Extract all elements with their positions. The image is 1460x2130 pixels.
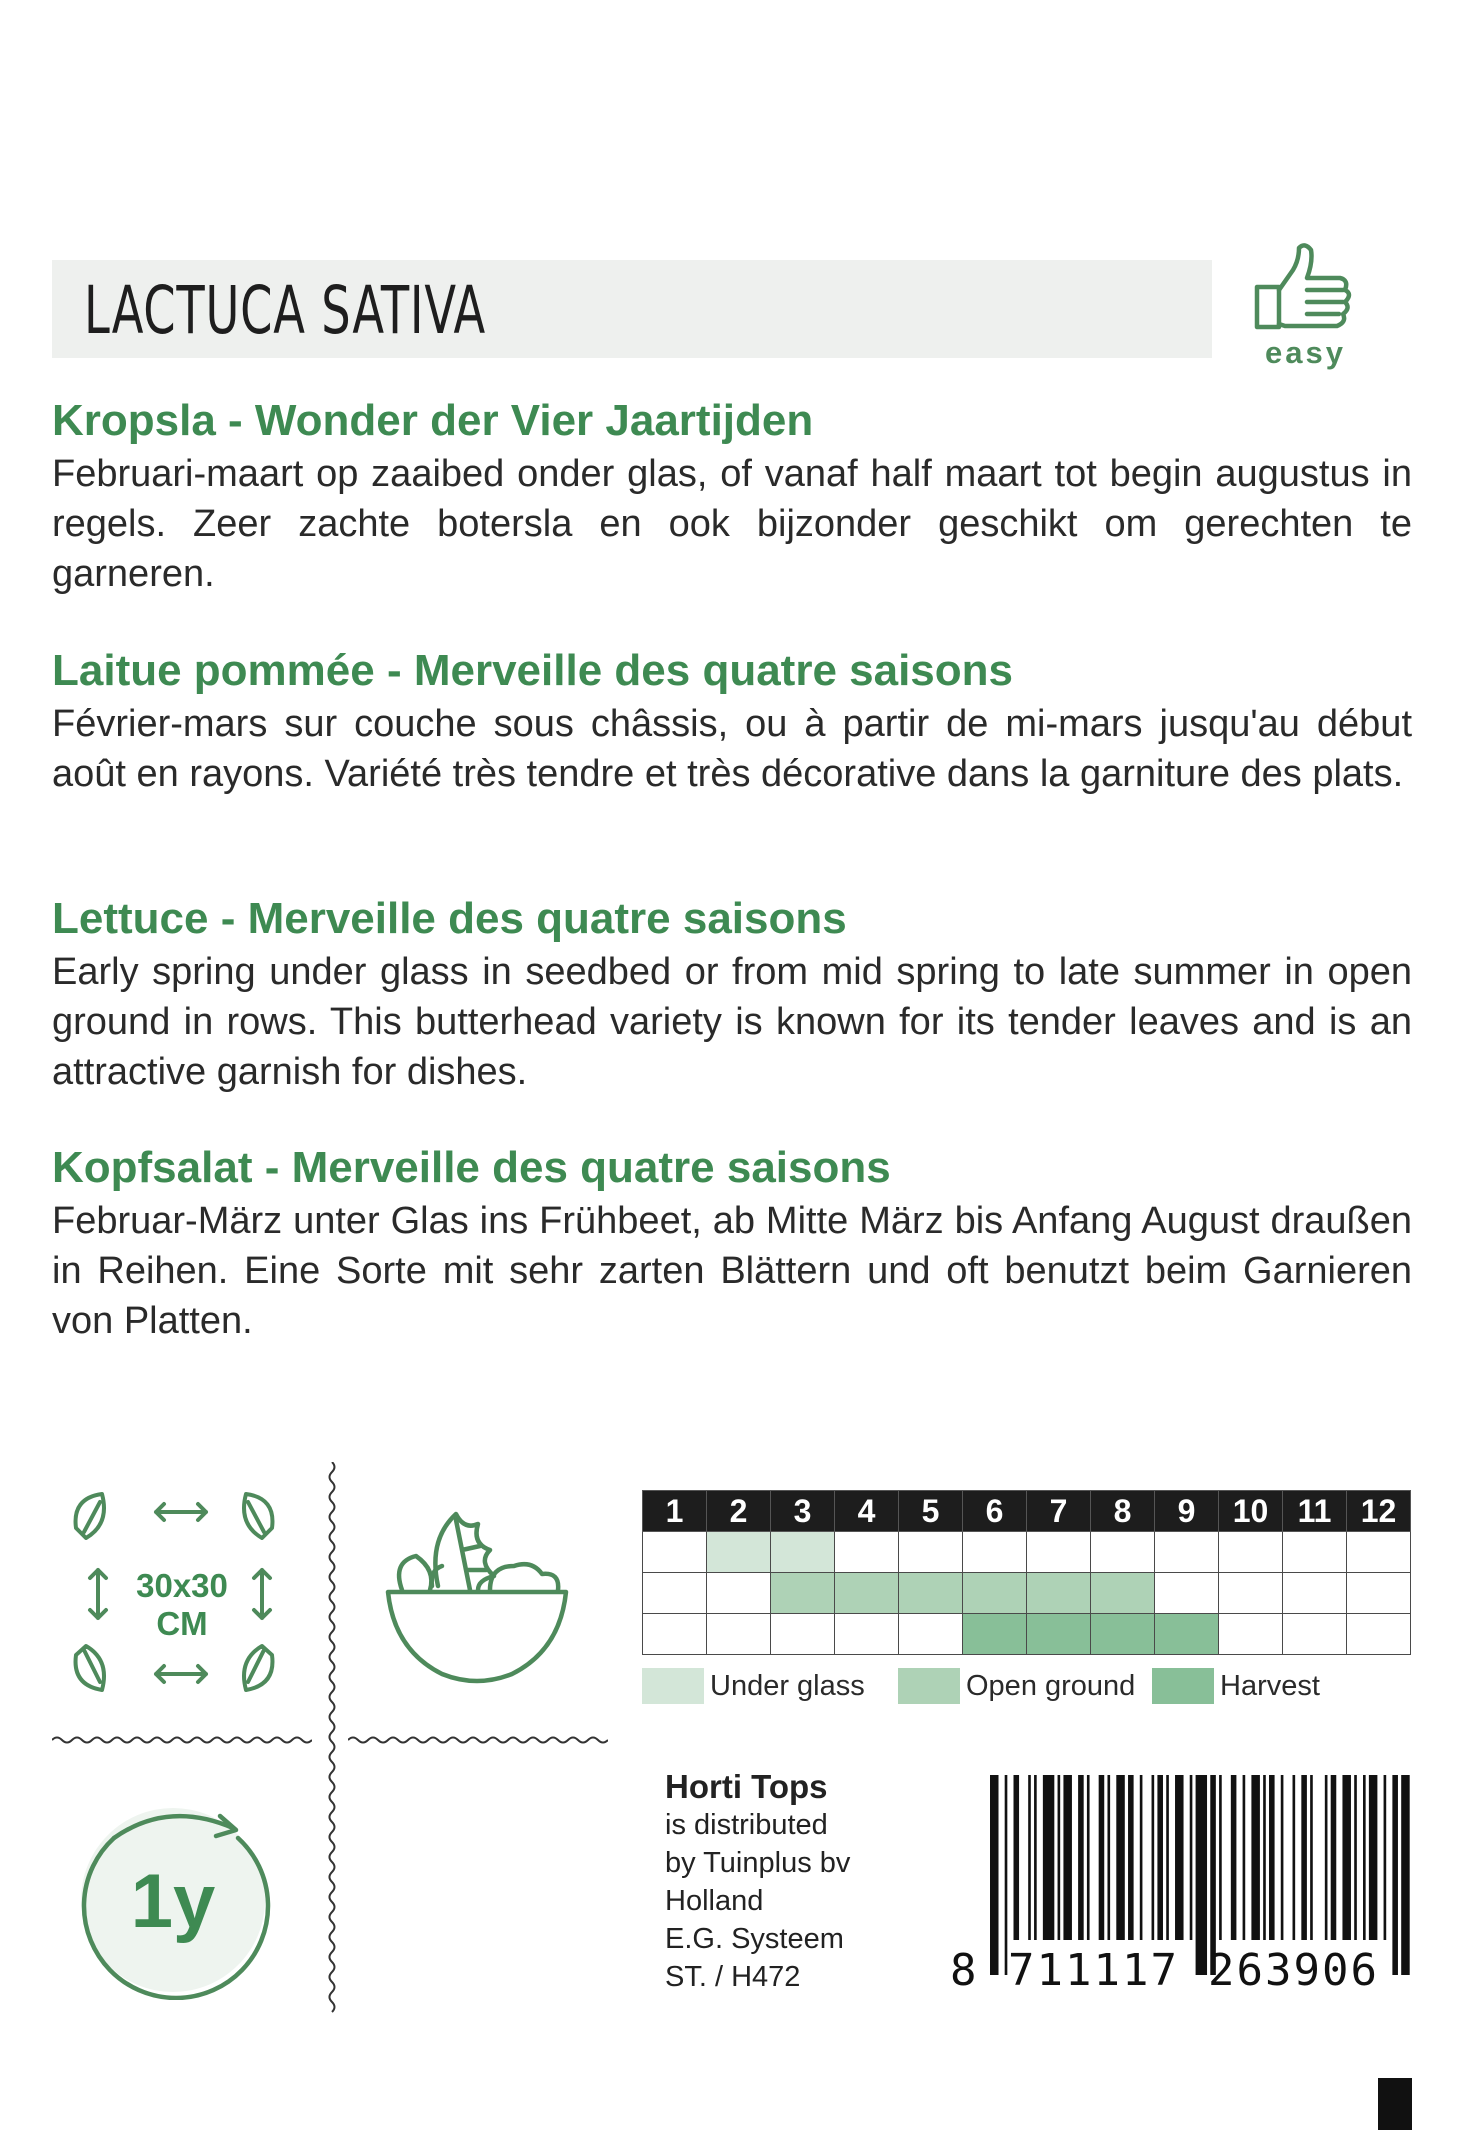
lifecycle-icon [68,1790,278,2000]
calendar-cell-harvest [963,1614,1027,1655]
barcode-bar [1251,1775,1260,1940]
barcode-bar [1157,1775,1163,1940]
calendar-cell-empty [771,1614,835,1655]
barcode-bar [1140,1775,1143,1940]
barcode-group-right: 263906 [1208,1945,1379,1996]
barcode-bar [1099,1775,1105,1940]
legend-swatch [642,1668,704,1704]
barcode-bar [1014,1775,1020,1940]
barcode-bar [1028,1775,1031,1940]
calendar-cell-empty [1283,1614,1347,1655]
calendar-cell-empty [1155,1573,1219,1614]
difficulty-badge [1245,240,1365,370]
zigzag-divider-horizontal [348,1730,608,1750]
barcode-bar [990,1775,999,1975]
barcode-bar [1384,1775,1387,1940]
calendar-cell-empty [1283,1532,1347,1573]
calendar-cell-empty [707,1614,771,1655]
barcode-bar [1058,1775,1061,1940]
month-header: 2 [707,1491,771,1532]
section-title: Laitue pommée - Merveille des quatre saisons [52,646,1013,695]
calendar-cell-empty [1219,1614,1283,1655]
barcode-bar [1107,1775,1110,1940]
calendar-cell-empty [963,1532,1027,1573]
barcode-bar [1269,1775,1275,1940]
section-english [52,893,1412,1097]
distributor-info [665,1768,850,1996]
barcode-bar [1190,1775,1193,1940]
distributor-line: by Tuinplus bv [665,1847,851,1879]
barcode-bar [1325,1775,1328,1940]
plant-spacing-icon [62,1480,302,1710]
month-header: 8 [1091,1491,1155,1532]
calendar-row-under-glass [643,1532,1411,1573]
calendar-cell-open-ground [899,1573,963,1614]
month-header: 5 [899,1491,963,1532]
legend-open-ground [898,1668,1135,1704]
section-body: Februar-März unter Glas ins Frühbeet, ab Mitte März bis Anfang August draußen in Reihen. Eine Sorte mit sehr zarten Blättern und oft benutzt beim Garnieren von Platten. [52,1200,1412,1342]
legend-label: Harvest [1220,1669,1320,1702]
barcode-bar [1219,1775,1222,1940]
barcode-bar [1116,1775,1125,1940]
barcode-bar [1354,1775,1357,1940]
calendar-row-harvest [643,1614,1411,1655]
barcode-bar [1128,1775,1134,1940]
barcode-bar [1166,1775,1169,1940]
month-header: 4 [835,1491,899,1532]
barcode-bar [1301,1775,1307,1940]
calendar-cell-empty [1155,1532,1219,1573]
month-header: 11 [1283,1491,1347,1532]
month-header: 10 [1219,1491,1283,1532]
bowl-icon [382,1500,582,1690]
month-header: 3 [771,1491,835,1532]
calendar-cell-empty [643,1573,707,1614]
distributor-line: is distributed [665,1809,828,1841]
month-header: 12 [1347,1491,1411,1532]
barcode-bar [1263,1775,1266,1940]
thumbs-up-icon [1245,240,1365,335]
calendar-cell-empty [707,1573,771,1614]
sowing-calendar [642,1490,1411,1655]
zigzag-divider-horizontal [52,1730,312,1750]
calendar-cell-empty [1347,1573,1411,1614]
barcode-bar [1043,1775,1054,1940]
calendar-cell-open-ground [771,1573,835,1614]
barcode-bar [1342,1775,1351,1940]
barcode-bar [1392,1775,1398,1975]
month-header: 1 [643,1491,707,1532]
barcode-bar [1034,1775,1037,1940]
legend-swatch [1152,1668,1214,1704]
barcode-bar [1005,1775,1008,1975]
spacing-value [120,1567,244,1643]
print-mark [1378,2078,1412,2130]
barcode-bar [1363,1775,1366,1940]
calendar-cell-harvest [1091,1614,1155,1655]
barcode-bar [1175,1775,1184,1940]
calendar-cell-harvest [1155,1614,1219,1655]
legend-harvest [1152,1668,1320,1704]
calendar-cell-under-glass [771,1532,835,1573]
calendar-cell-empty [835,1614,899,1655]
section-title: Kopfsalat - Merveille des quatre saisons [52,1143,891,1192]
month-header: 6 [963,1491,1027,1532]
section-body: Février-mars sur couche sous châssis, ou à partir de mi-mars jusqu'au début août en rayons. Variété très tendre et très décorative dans la garniture des plats. [52,703,1412,795]
calendar-cell-harvest [1027,1614,1091,1655]
calendar-cell-empty [1347,1532,1411,1573]
calendar-cell-open-ground [963,1573,1027,1614]
barcode-bar [1231,1775,1237,1940]
calendar-cell-under-glass [707,1532,771,1573]
legend-label: Open ground [966,1669,1136,1702]
month-header: 7 [1027,1491,1091,1532]
calendar-cell-empty [899,1614,963,1655]
month-header: 9 [1155,1491,1219,1532]
section-body: Februari-maart op zaaibed onder glas, of vanaf half maart tot begin augustus in regels. Zeer zachte botersla en ook bijzonder geschikt om gerechten te garneren. [52,453,1412,595]
calendar-cell-empty [643,1614,707,1655]
barcode-bar [1063,1775,1072,1940]
calendar-cell-empty [1219,1573,1283,1614]
calendar-cell-empty [1347,1614,1411,1655]
lifecycle-label: 1y [130,1859,216,1944]
calendar-cell-open-ground [1091,1573,1155,1614]
barcode-bar [1243,1775,1246,1940]
calendar-cell-empty [899,1532,963,1573]
section-title: Kropsla - Wonder der Vier Jaartijden [52,396,814,445]
section-dutch [52,395,1412,599]
barcode-bar [1087,1775,1090,1940]
section-body: Early spring under glass in seedbed or from mid spring to late summer in open ground in rows. This butterhead variety is known for its tender leaves and is an attractive garnish for dishes. [52,951,1412,1093]
calendar-cell-open-ground [835,1573,899,1614]
barcode-bar [1078,1775,1084,1940]
barcode-bar [1293,1775,1296,1940]
brand-name: Horti Tops [665,1768,828,1805]
salad-bowl-icon [382,1500,582,1690]
calendar-row-open-ground [643,1573,1411,1614]
barcode-bar [1152,1775,1155,1940]
latin-name: LACTUCA SATIVA [84,272,486,349]
spacing-line2: CM [156,1605,208,1642]
section-german [52,1142,1412,1346]
calendar-header [643,1491,1411,1532]
barcode-bar [1369,1775,1378,1940]
legend-label: Under glass [710,1669,865,1702]
section-french [52,645,1412,799]
calendar-cell-empty [835,1532,899,1573]
calendar-cell-empty [1027,1532,1091,1573]
barcode-bar [1196,1775,1207,1975]
section-title: Lettuce - Merveille des quatre saisons [52,894,847,943]
calendar-cell-empty [1219,1532,1283,1573]
legend-under-glass [642,1668,865,1704]
spacing-line1: 30x30 [136,1567,228,1604]
barcode-bar [1331,1775,1337,1940]
barcode-bar [1310,1775,1313,1940]
barcode-first-digit: 8 [950,1945,977,1996]
barcode-group-left: 711117 [1008,1945,1179,1996]
zigzag-divider-vertical [320,1462,344,2022]
calendar-cell-empty [1091,1532,1155,1573]
calendar-cell-open-ground [1027,1573,1091,1614]
difficulty-label: easy [1265,335,1346,370]
barcode-bar [1281,1775,1284,1940]
legend-swatch [898,1668,960,1704]
barcode-bar [1401,1775,1410,1975]
distributor-line: E.G. Systeem [665,1923,844,1955]
distributor-line: Holland [665,1885,764,1917]
distributor-line: ST. / H472 [665,1961,801,1993]
calendar-cell-empty [643,1532,707,1573]
calendar-cell-empty [1283,1573,1347,1614]
